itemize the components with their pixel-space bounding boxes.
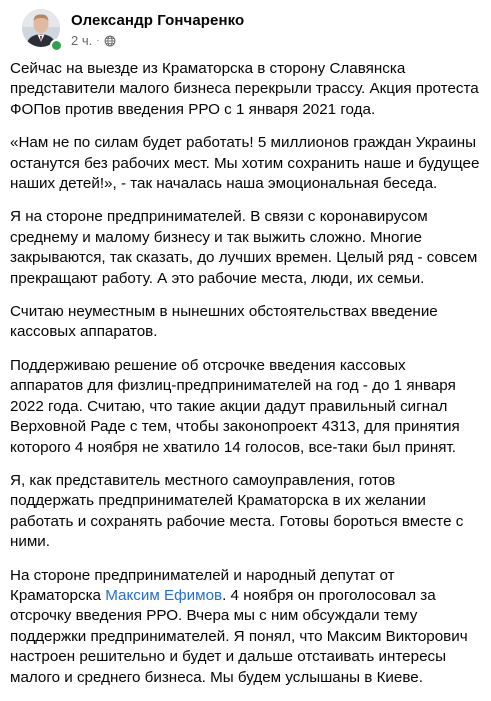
author-name[interactable]: Олександр Гончаренко — [71, 12, 245, 29]
post-paragraph: Считаю неуместным в нынешних обстоятельствах введение кассовых аппаратов. — [10, 303, 438, 341]
post-paragraph: Поддерживаю решение об отсрочке введения кассовых аппаратов для физлиц-предпринимателей на год - до 1 января 2022 года. Считаю, что такие акции дадут правильный сигнал Верховной Раде с тем, чтобы законопроект 4313, для принятия которого 4 ноября не хватило 14 голосов, все-таки был принят. — [10, 356, 460, 456]
post-time[interactable]: 2 ч. — [71, 33, 93, 48]
post-paragraph-last — [10, 566, 480, 688]
post-body — [10, 59, 480, 701]
paragraph-text: На стороне предпринимателей и народный депутат от Краматорска — [10, 566, 395, 604]
post-paragraph: Я на стороне предпринимателей. В связи с коронавирусом среднему и малому бизнесу и так выжить сложно. Многие закрываются, так сказать, до лучших времен. Целый ряд - совсем прекращают работу. А это рабочие места, люди, их семьи. — [10, 208, 478, 287]
post-paragraph: «Нам не по силам будет работать! 5 миллионов граждан Украины останутся без рабочих мест. Мы хотим сохранить наше и будущее наших детей!», - так началась наша эмоциональная беседа. — [10, 134, 480, 193]
meta-separator: · — [96, 35, 100, 46]
paragraph-text: . 4 ноября он проголосовал за отсрочку введения РРО. Вчера мы с ним обсуждали тему поддержки предпринимателей. Я понял, что Максим Викторович настроен решительно и будет и дальше отстаивать интересы малого и среднего бизнеса. Мы будем услышаны в Киеве. — [10, 586, 468, 686]
post-paragraph: Я, как представитель местного самоуправления, готов поддержать предпринимателей Краматорска в их желании работать и сохранять рабочие места. Готовы бороться вместе с ними. — [10, 471, 464, 551]
globe-icon[interactable] — [104, 35, 116, 47]
post-paragraph: Сейчас на выезде из Краматорска в сторону Славянска представители малого бизнеса перекрыли трассу. Акция протеста ФОПов против введения РРО с 1 января 2021 года. — [10, 60, 479, 118]
post-meta — [71, 33, 116, 48]
post-header — [14, 0, 477, 64]
online-status-dot — [50, 39, 63, 52]
tagged-person-link[interactable]: Максим Ефимов — [105, 586, 223, 604]
